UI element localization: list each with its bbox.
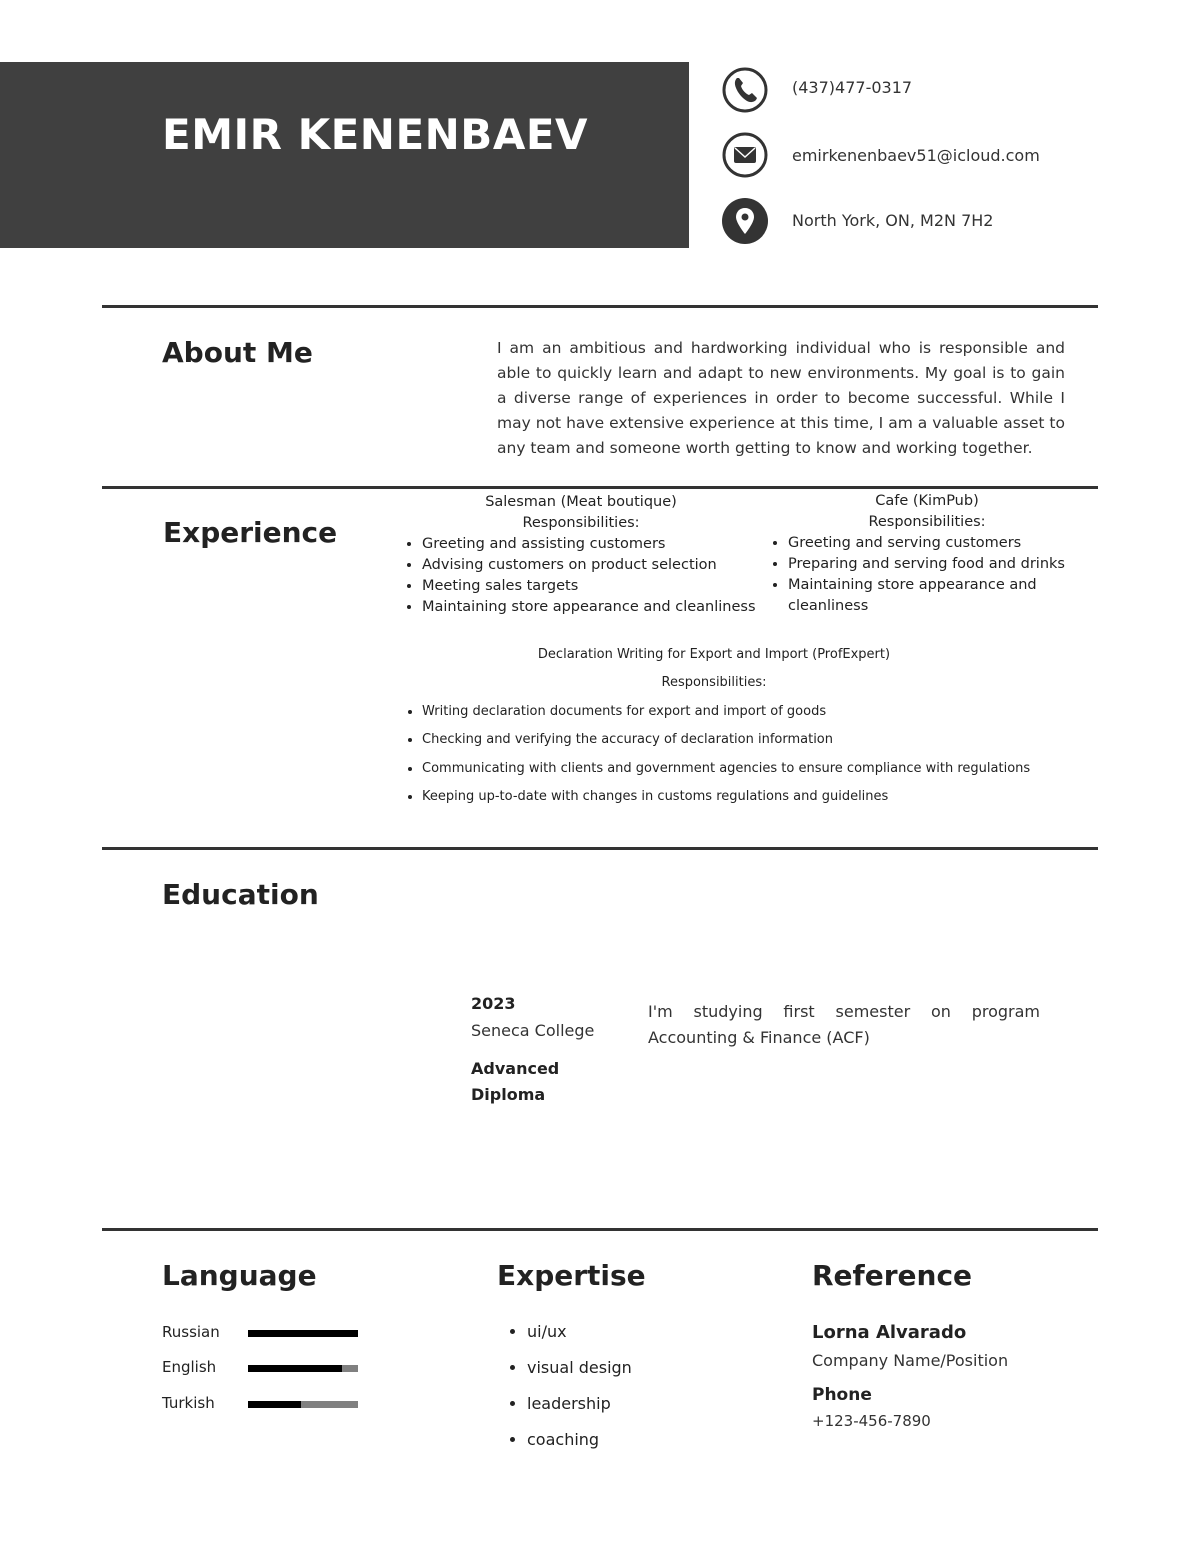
list-item: • Maintaining store appearance and cleanliness <box>422 597 762 618</box>
education-school: Seneca College <box>471 1021 595 1040</box>
education-title: Education <box>162 878 319 911</box>
responsibility-list <box>400 534 762 618</box>
contact-phone: (437)477-0317 <box>792 78 913 97</box>
language-name: Russian <box>162 1323 220 1341</box>
job-title: Salesman (Meat boutique) <box>485 494 677 510</box>
responsibilities-label: Responsibilities: <box>661 675 767 690</box>
list-item: • Writing declaration documents for export and import of goods <box>422 698 1090 726</box>
job-meat-boutique <box>400 492 762 618</box>
phone-icon <box>722 67 768 113</box>
list-item: • visual design <box>527 1359 747 1395</box>
divider-rule <box>102 486 1098 489</box>
list-item: • Advising customers on product selection <box>422 555 762 576</box>
language-title: Language <box>162 1259 317 1292</box>
location-pin-icon <box>722 198 768 244</box>
reference-phone: +123-456-7890 <box>812 1412 931 1430</box>
reference-company: Company Name/Position <box>812 1351 1009 1370</box>
job-kimpub <box>766 491 1088 617</box>
language-name: English <box>162 1358 217 1376</box>
responsibilities-label: Responsibilities: <box>522 515 640 531</box>
education-degree: Advanced Diploma <box>471 1059 560 1104</box>
language-level-bar <box>248 1401 358 1408</box>
list-item: • coaching <box>527 1431 747 1467</box>
list-item: • Checking and verifying the accuracy of declaration information <box>422 726 1090 754</box>
list-item: • leadership <box>527 1395 747 1431</box>
education-description: I'm studying first semester on program Accounting & Finance (ACF) <box>648 1002 1040 1047</box>
about-title: About Me <box>162 336 313 369</box>
language-level-fill <box>248 1401 301 1408</box>
reference-phone-label: Phone <box>812 1385 872 1405</box>
language-level-bar <box>248 1365 358 1372</box>
list-item: • Greeting and serving customers <box>788 533 1088 554</box>
list-item: • Greeting and assisting customers <box>422 534 762 555</box>
expertise-title: Expertise <box>497 1259 646 1292</box>
contact-email: emirkenenbaev51@icloud.com <box>792 146 1040 165</box>
expertise-section <box>497 1323 747 1467</box>
list-item: • Maintaining store appearance and cleanliness <box>788 575 1088 617</box>
responsibilities-label: Responsibilities: <box>868 514 986 530</box>
responsibility-list <box>766 533 1088 617</box>
education-year: 2023 <box>471 994 516 1013</box>
reference-name: Lorna Alvarado <box>812 1322 967 1343</box>
candidate-name: EMIR KENENBAEV <box>162 110 589 159</box>
language-level-fill <box>248 1365 342 1372</box>
language-name: Turkish <box>162 1394 215 1412</box>
list-item: • Meeting sales targets <box>422 576 762 597</box>
about-text: I am an ambitious and hardworking individual who is responsible and able to quickly learn and adapt to new environments. My goal is to gain a diverse range of experiences in order to become successful. While I may not have extensive experience at this time, I am a valuable asset to any team and someone worth getting to know and working together. <box>497 339 1065 457</box>
divider-rule <box>102 1228 1098 1231</box>
expertise-list <box>497 1323 747 1467</box>
job-title: Declaration Writing for Export and Import (ProfExpert) <box>537 647 891 662</box>
responsibility-list <box>400 698 1090 811</box>
list-item: • Keeping up-to-date with changes in customs regulations and guidelines <box>422 783 1090 811</box>
divider-rule <box>102 847 1098 850</box>
list-item: • ui/ux <box>527 1323 747 1359</box>
language-level-fill <box>248 1330 358 1337</box>
job-title: Cafe (KimPub) <box>875 493 979 509</box>
list-item: • Communicating with clients and government agencies to ensure compliance with regulations <box>422 755 1090 783</box>
list-item: • Preparing and serving food and drinks <box>788 554 1088 575</box>
language-level-bar <box>248 1330 358 1337</box>
divider-rule <box>102 305 1098 308</box>
contact-address: North York, ON, M2N 7H2 <box>792 211 994 230</box>
experience-title: Experience <box>163 516 338 549</box>
envelope-icon <box>722 132 768 178</box>
reference-title: Reference <box>812 1259 973 1292</box>
job-profexpert <box>400 698 1090 811</box>
